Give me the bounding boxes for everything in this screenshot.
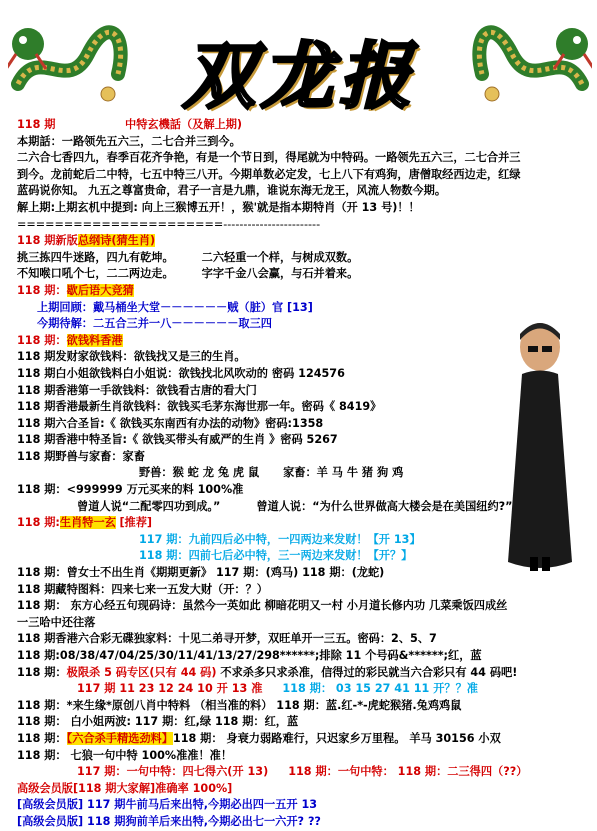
tip-line: 一三哈中还往落: [17, 615, 96, 629]
kill-line: 118 期：极限杀 5 码专区(只有 44 码) 不求杀多只求杀准，信得过的彩民就当六合彩只有 44 码吧!: [17, 665, 518, 679]
poem-line: 不知喉口吼个七，二二两边走。 字字千金八会赢，与石并着来。: [17, 267, 359, 281]
tip-line: 118 期野兽与家畜：家畜: [17, 449, 145, 463]
section-5-title: 生肖特一玄: [59, 516, 116, 530]
tip-line: 118 期发财家欲钱料：欲钱找又是三的生肖。: [17, 350, 246, 364]
six-killer-line: 118 期：【六合杀手精选劲料】118 期： 身衰力弱路难行，只迟家乡万里程。 羊马 30156 小双: [17, 731, 501, 745]
result-line: 117 期 11 23 12 24 10 开 13 准 118 期： 03 15 27 41 11 开？？准: [77, 682, 478, 696]
hint-line: 117 期：九前四后必中特，一四两边来发财！【开 13】: [139, 532, 421, 546]
section-4-title: 欲钱料香港: [66, 333, 123, 347]
section-1-line: 蓝码说你知。 九五之尊富贵命，君子一言是九鼎，谁说东海无龙王，风流人物数今期。: [17, 184, 447, 198]
section-1-line: 解上期:上期玄机中提到: 向上三猴博五开！，猴'就是指本期特肖（开 13 号)！！: [17, 200, 420, 214]
tip-line: 118 期：<999999 万元买来的料 100%准: [17, 483, 244, 497]
riddle-current: 今期待解：二五合三并一八－－－－－－取三四: [37, 317, 272, 331]
section-1-heading: 118 期 中特玄機話（及解上期): [17, 118, 242, 131]
tip-line: 118 期藏特图料：四来七来一五发大财（开：？）: [17, 582, 268, 596]
dragon-left-icon: [8, 14, 138, 109]
section-3-title: 歇后语大竞猜: [66, 283, 134, 297]
number-line: 118 期:08/38/47/04/25/30/11/41/13/27/298******;排除 11 个号码&******;红，蓝: [17, 649, 482, 662]
hint-line: 118 期：四前七后必中特，三一两边来发财！【开？】: [139, 549, 413, 563]
header-banner: [0, 0, 597, 120]
riddle-previous: 上期回顾：戴马桶坐大堂－－－－－－贼（脏）官 [13]: [37, 300, 313, 314]
tip-line: 118 期六合圣旨:《 欲钱买东南西有办法的动物》密码:1358: [17, 416, 324, 430]
tip-line: 118 期香港六合彩无碟独家料：十见二弟寻开梦，双旺单开一三五。密码：2、5、7: [17, 632, 437, 646]
section-5-heading: 118 期:生肖特一玄 [推荐]: [17, 516, 153, 530]
section-1-line: 本期話：一路领先五六三，二七合并三到今。: [17, 134, 241, 148]
section-3-heading: 118 期：歇后语大竞猜: [17, 283, 134, 297]
tip-line: 118 期： 东方心经五句现码诗：虽然今一英如此 柳暗花明又一村 小月道长修内功 几菜乘饭四成丝: [17, 599, 508, 613]
divider: ======================------------------------: [17, 217, 321, 231]
section-1-line: 到今。龙前蛇后二中特，七五中特三八开。今期单数必定发，七上八下有鸡狗，唐僧取经西边走，红绿: [17, 167, 521, 181]
tip-line: 118 期：曾女士不出生肖《期期更新》 117 期：(鸡马) 118 期：(龙蛇): [17, 566, 385, 580]
tip-line: 118 期：*来生缘*原创八肖中特料 （相当准的料） 118 期：蓝.红-*-虎蛇猴猪.兔鸡鸡鼠: [17, 698, 462, 712]
section-1-line: 二六合七香四九，春季百花齐争艳，有是一个节日到，得尾就为中特码。一路领先五六三，二七合并三: [17, 151, 521, 165]
quote-line: 曾道人说“二配零四功到成。” 曾道人说：“为什么世界做高大楼会是在美国纽约?”: [77, 499, 513, 513]
member-line: 高级会员版[118 期大家解]准确率 100%]: [17, 781, 233, 795]
tip-line: 118 期白小姐欲钱料白小姐说：欲钱找北风吹动的 密码 124576: [17, 366, 345, 380]
poem-line: 挑三拣四牛迷路，四九有乾坤。 二六轻重一个样，与树成双数。: [17, 250, 359, 264]
newspaper-title: 双龙报: [182, 33, 417, 118]
one-sentence-line: 117 期：一句中特：四七得六(开 13) 118 期：一句中特： 118 期：二三得四（??）: [77, 765, 528, 779]
section-1-title: 中特玄機話（及解上期): [125, 118, 242, 131]
tip-line: 118 期香港最新生肖欲钱料：欲钱买毛茅东海世那一年。密码《 8419》: [17, 400, 382, 414]
dragon-right-icon: [462, 14, 592, 109]
member-line: [高级会员版] 117 期牛前马后来出特,今期必出四一五开 13: [17, 798, 318, 812]
member-line: [高级会员版] 118 期狗前羊后来出特,今期必出七一六开? ??: [17, 814, 321, 828]
tip-line: 118 期香港中特圣旨:《 欲钱买带头有威严的生肖 》密码 5267: [17, 433, 338, 447]
portrait-icon: [500, 312, 580, 577]
section-4-heading: 118 期：欲钱料香港: [17, 333, 123, 347]
tip-line: 118 期： 七狼一句中特 100%准准！准！: [17, 748, 233, 762]
section-2-title: 总纲诗(猜生肖): [77, 234, 156, 248]
animal-groups: 野兽：猴 蛇 龙 兔 虎 鼠 家畜：羊 马 牛 猪 狗 鸡: [139, 466, 404, 480]
section-2-heading: 118 期新版总纲诗(猜生肖): [17, 234, 156, 248]
tip-line: 118 期香港第一手欲钱料：欲钱看古唐的看大门: [17, 383, 257, 397]
tip-line: 118 期： 白小姐两波: 117 期：红,绿 118 期：红，蓝: [17, 715, 299, 729]
